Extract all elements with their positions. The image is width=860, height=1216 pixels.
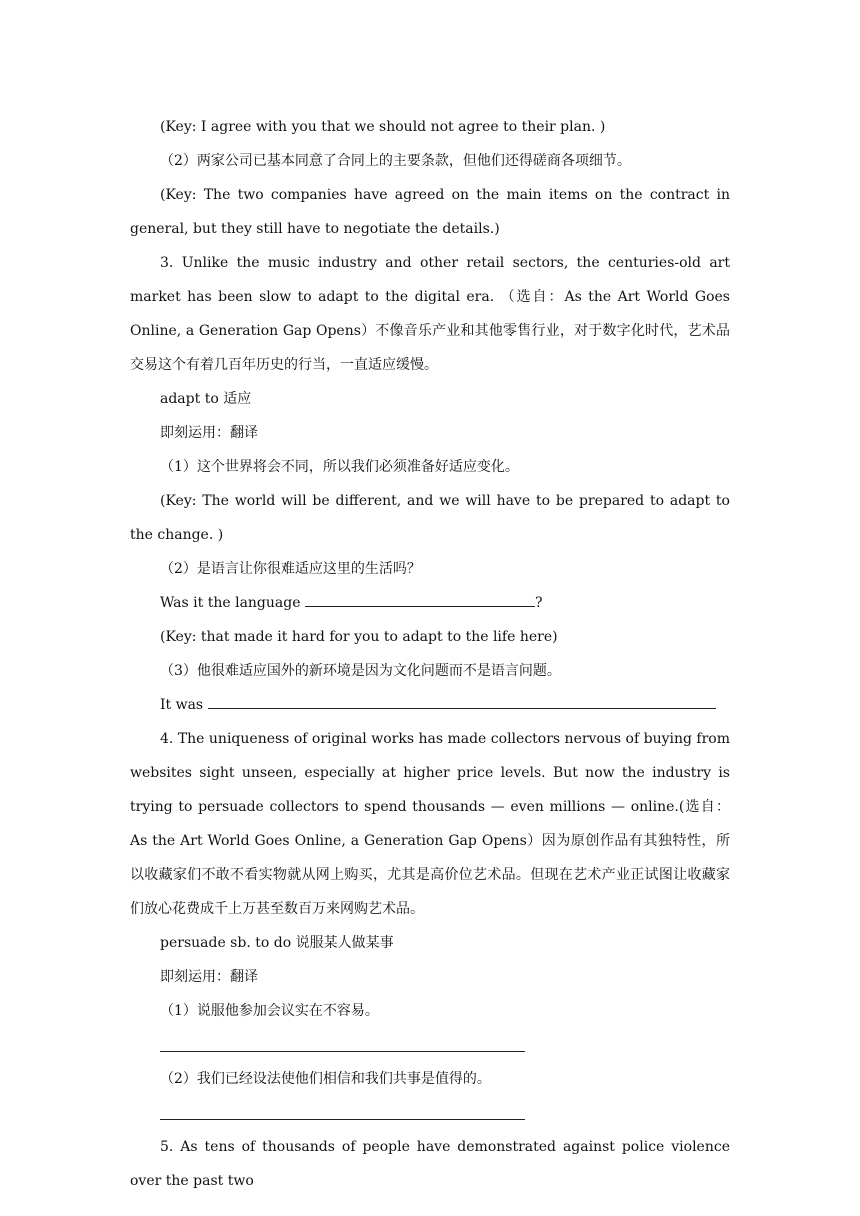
- exercise-item: （2）我们已经设法使他们相信和我们共事是值得的。: [160, 1071, 491, 1087]
- exercise-item: （2）是语言让你很难适应这里的生活吗？: [160, 561, 421, 577]
- exercise-item: （3）他很难适应国外的新环境是因为文化问题而不是语言问题。: [160, 663, 561, 679]
- exercise-instruction: 即刻运用：翻译: [160, 425, 258, 441]
- answer-key: (Key: that made it hard for you to adapt to the life here): [160, 629, 558, 645]
- example-sentence: 4. The uniqueness of original works has made collectors nervous of buying from websites sight unseen, especially at higher price levels. But now the industry is trying to persuade collectors to spend thousands — even millions — online.(选自：As the Art World Goes Online, a Generation Gap Opens）因为原创作品有其独特性，所以收藏家们不敢不看实物就从网上购买，尤其是高价位艺术品。但现在艺术产业正试图让收藏家们放心花费成千上万甚至数百万来网购艺术品。: [130, 731, 730, 917]
- phrase-heading: adapt to 适应: [160, 391, 252, 407]
- fill-in-suffix: ?: [534, 595, 543, 611]
- phrase-heading: persuade sb. to do 说服某人做某事: [160, 935, 394, 951]
- answer-blank[interactable]: [305, 592, 535, 607]
- fill-in-sentence: [130, 586, 730, 620]
- example-sentence: 5. As tens of thousands of people have demonstrated against police violence over the past two: [130, 1139, 730, 1189]
- answer-blank-line[interactable]: [160, 1096, 525, 1130]
- exercise-instruction: 即刻运用：翻译: [160, 969, 258, 985]
- example-sentence: 3. Unlike the music industry and other retail sectors, the centuries-old art market has been slow to adapt to the digital era. （选自：As the Art World Goes Online, a Generation Gap Opens）不像音乐产业和其他零售行业，对于数字化时代，艺术品交易这个有着几百年历史的行当，一直适应缓慢。: [130, 255, 730, 373]
- fill-in-prefix: It was: [160, 697, 208, 713]
- exercise-item: （1）这个世界将会不同，所以我们必须准备好适应变化。: [160, 459, 519, 475]
- answer-blank[interactable]: [208, 694, 716, 709]
- answer-key: (Key: The two companies have agreed on the main items on the contract in general, but they still have to negotiate the details.): [130, 187, 730, 237]
- fill-in-sentence: [130, 688, 730, 722]
- answer-key: (Key: The world will be different, and we will have to be prepared to adapt to the change. ): [130, 493, 730, 543]
- document-body: [130, 110, 730, 1198]
- answer-blank-line[interactable]: [160, 1028, 525, 1062]
- exercise-item: （1）说服他参加会议实在不容易。: [160, 1003, 379, 1019]
- answer-key: (Key: I agree with you that we should not agree to their plan. ): [160, 119, 606, 135]
- exercise-item: （2）两家公司已基本同意了合同上的主要条款，但他们还得磋商各项细节。: [160, 153, 631, 169]
- fill-in-prefix: Was it the language: [160, 595, 305, 611]
